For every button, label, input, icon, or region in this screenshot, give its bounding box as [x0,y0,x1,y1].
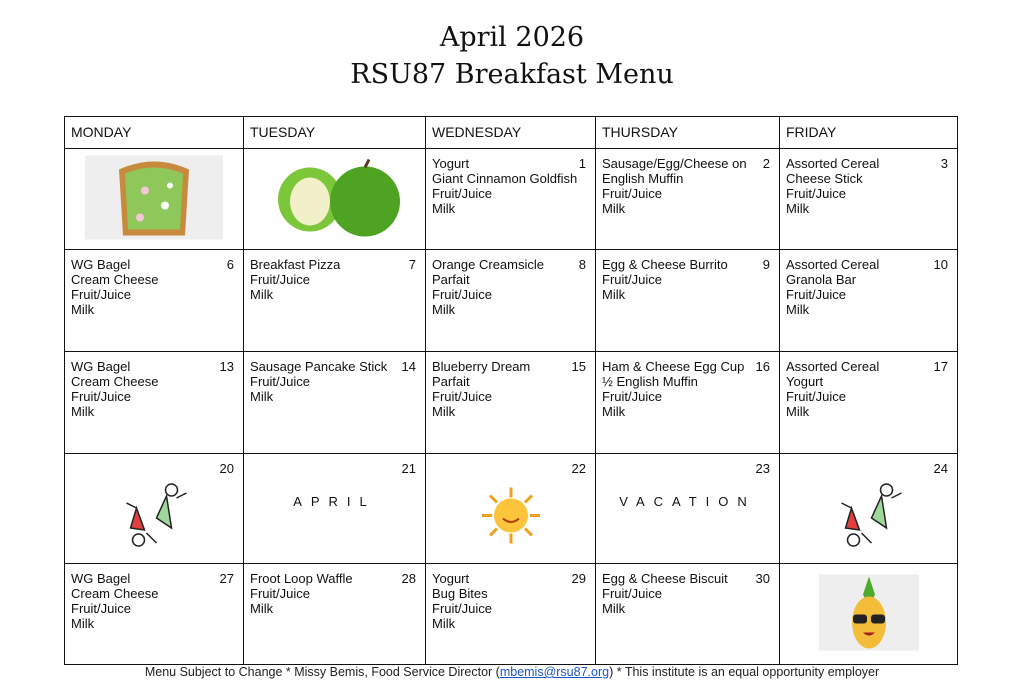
day-number: 27 [219,571,234,586]
menu-item: Sausage/Egg/Cheese on [602,156,747,171]
menu-item: Fruit/Juice [602,586,662,601]
menu-item: Egg & Cheese Burrito [602,257,728,272]
menu-item: Yogurt [432,571,470,586]
kids-cartwheel-icon [831,478,906,556]
menu-item: Milk [602,287,626,302]
day-cell [426,352,596,454]
day-number: 14 [401,359,416,374]
day-number: 7 [408,257,416,272]
vacation-banner-text: VACATION [619,494,756,509]
kids-cartwheel-icon [117,478,192,556]
day-number: 20 [219,461,234,476]
day-number: 15 [571,359,586,374]
pineapple-sunglasses-icon [819,575,919,654]
menu-item: Fruit/Juice [250,586,310,601]
menu-item: Fruit/Juice [71,389,131,404]
menu-item: Fruit/Juice [786,186,846,201]
day-cell [65,149,244,250]
menu-item: Yogurt [432,156,470,171]
footer-text: Menu Subject to Change * Missy Bemis, Food Service Director ( [144,665,500,679]
menu-item: Milk [432,302,456,317]
menu-item: Milk [602,404,626,419]
menu-item: WG Bagel [71,571,131,586]
day-cell [65,454,244,564]
menu-item: Sausage Pancake Stick [250,359,388,374]
menu-item: Fruit/Juice [71,601,131,616]
menu-item: Milk [432,201,456,216]
day-cell [426,454,596,564]
menu-item: WG Bagel [71,257,131,272]
menu-item: Fruit/Juice [432,186,492,201]
menu-item: Milk [786,404,810,419]
day-cell [780,454,957,564]
page-subtitle: RSU87 Breakfast Menu [350,59,674,90]
menu-item: Milk [71,404,95,419]
day-cell [596,250,780,352]
menu-item: Ham & Cheese Egg Cup [602,359,745,374]
column-header-wednesday: WEDNESDAY [426,117,596,149]
footer [0,665,1024,679]
menu-item: Milk [602,601,626,616]
menu-item: Cheese Stick [786,171,863,186]
menu-item: Fruit/Juice [602,272,662,287]
day-number: 2 [762,156,770,171]
day-number: 8 [578,257,586,272]
day-number: 28 [401,571,416,586]
menu-item: Granola Bar [786,272,857,287]
menu-item: Fruit/Juice [250,272,310,287]
day-number: 29 [571,571,586,586]
menu-item: English Muffin [602,171,684,186]
day-cell [65,352,244,454]
menu-item: Cream Cheese [71,374,159,389]
menu-item: Cream Cheese [71,586,159,601]
day-cell [426,149,596,250]
email-link[interactable]: mbemis@rsu87.org [499,665,610,679]
day-cell [65,250,244,352]
day-number: 10 [933,257,948,272]
menu-item: Orange Creamsicle Parfait [432,257,544,287]
menu-item: Assorted Cereal [786,156,880,171]
menu-item: Assorted Cereal [786,257,880,272]
menu-item: Milk [250,389,274,404]
column-header-friday: FRIDAY [780,117,957,149]
green-apples-icon [265,158,405,241]
menu-item: Fruit/Juice [432,389,492,404]
day-cell [596,454,780,564]
menu-item: Fruit/Juice [250,374,310,389]
day-number: 24 [933,461,948,476]
menu-item: ½ English Muffin [602,374,698,389]
day-cell [780,352,957,454]
menu-item: Milk [786,201,810,216]
menu-item: Fruit/Juice [786,287,846,302]
menu-item: Fruit/Juice [786,389,846,404]
column-header-thursday: THURSDAY [596,117,780,149]
day-cell [780,149,957,250]
menu-item: Milk [71,302,95,317]
menu-item: Milk [786,302,810,317]
day-number: 3 [940,156,948,171]
menu-item: Fruit/Juice [71,287,131,302]
menu-item: WG Bagel [71,359,131,374]
menu-item: Blueberry Dream Parfait [432,359,531,389]
day-number: 23 [755,461,770,476]
menu-item: Fruit/Juice [602,389,662,404]
day-cell [65,564,244,664]
day-cell [780,250,957,352]
vacation-banner-text: APRIL [293,494,376,509]
menu-item: Giant Cinnamon Goldfish [432,171,578,186]
day-cell [244,149,426,250]
menu-calendar [64,116,958,665]
day-number: 16 [755,359,770,374]
day-cell [244,250,426,352]
menu-item: Milk [250,601,274,616]
day-cell [596,149,780,250]
menu-item: Fruit/Juice [602,186,662,201]
day-cell [426,250,596,352]
menu-item: Assorted Cereal [786,359,880,374]
sun-icon [476,486,546,549]
menu-item: Fruit/Juice [432,287,492,302]
day-number: 9 [762,257,770,272]
page-title: April 2026 [439,22,585,53]
menu-item: Egg & Cheese Biscuit [602,571,728,586]
day-cell [596,564,780,664]
day-number: 30 [755,571,770,586]
menu-item: Milk [602,201,626,216]
day-number: 22 [571,461,586,476]
day-cell [780,564,957,664]
day-number: 13 [219,359,234,374]
day-cell [426,564,596,664]
day-number: 17 [933,359,948,374]
footer-text-end: ) * This institute is an equal opportunity employer [609,665,880,679]
menu-item: Froot Loop Waffle [250,571,353,586]
day-cell [244,564,426,664]
menu-item: Milk [250,287,274,302]
menu-item: Milk [432,404,456,419]
menu-item: Breakfast Pizza [250,257,341,272]
avocado-toast-icon [85,156,223,243]
menu-item: Milk [71,616,95,631]
day-number: 1 [578,156,586,171]
day-cell [244,352,426,454]
menu-item: Yogurt [786,374,824,389]
day-cell [596,352,780,454]
column-header-monday: MONDAY [65,117,244,149]
column-header-tuesday: TUESDAY [244,117,426,149]
menu-item: Cream Cheese [71,272,159,287]
menu-item: Bug Bites [432,586,488,601]
day-number: 6 [226,257,234,272]
menu-item: Milk [432,616,456,631]
day-cell [244,454,426,564]
menu-item: Fruit/Juice [432,601,492,616]
day-number: 21 [401,461,416,476]
